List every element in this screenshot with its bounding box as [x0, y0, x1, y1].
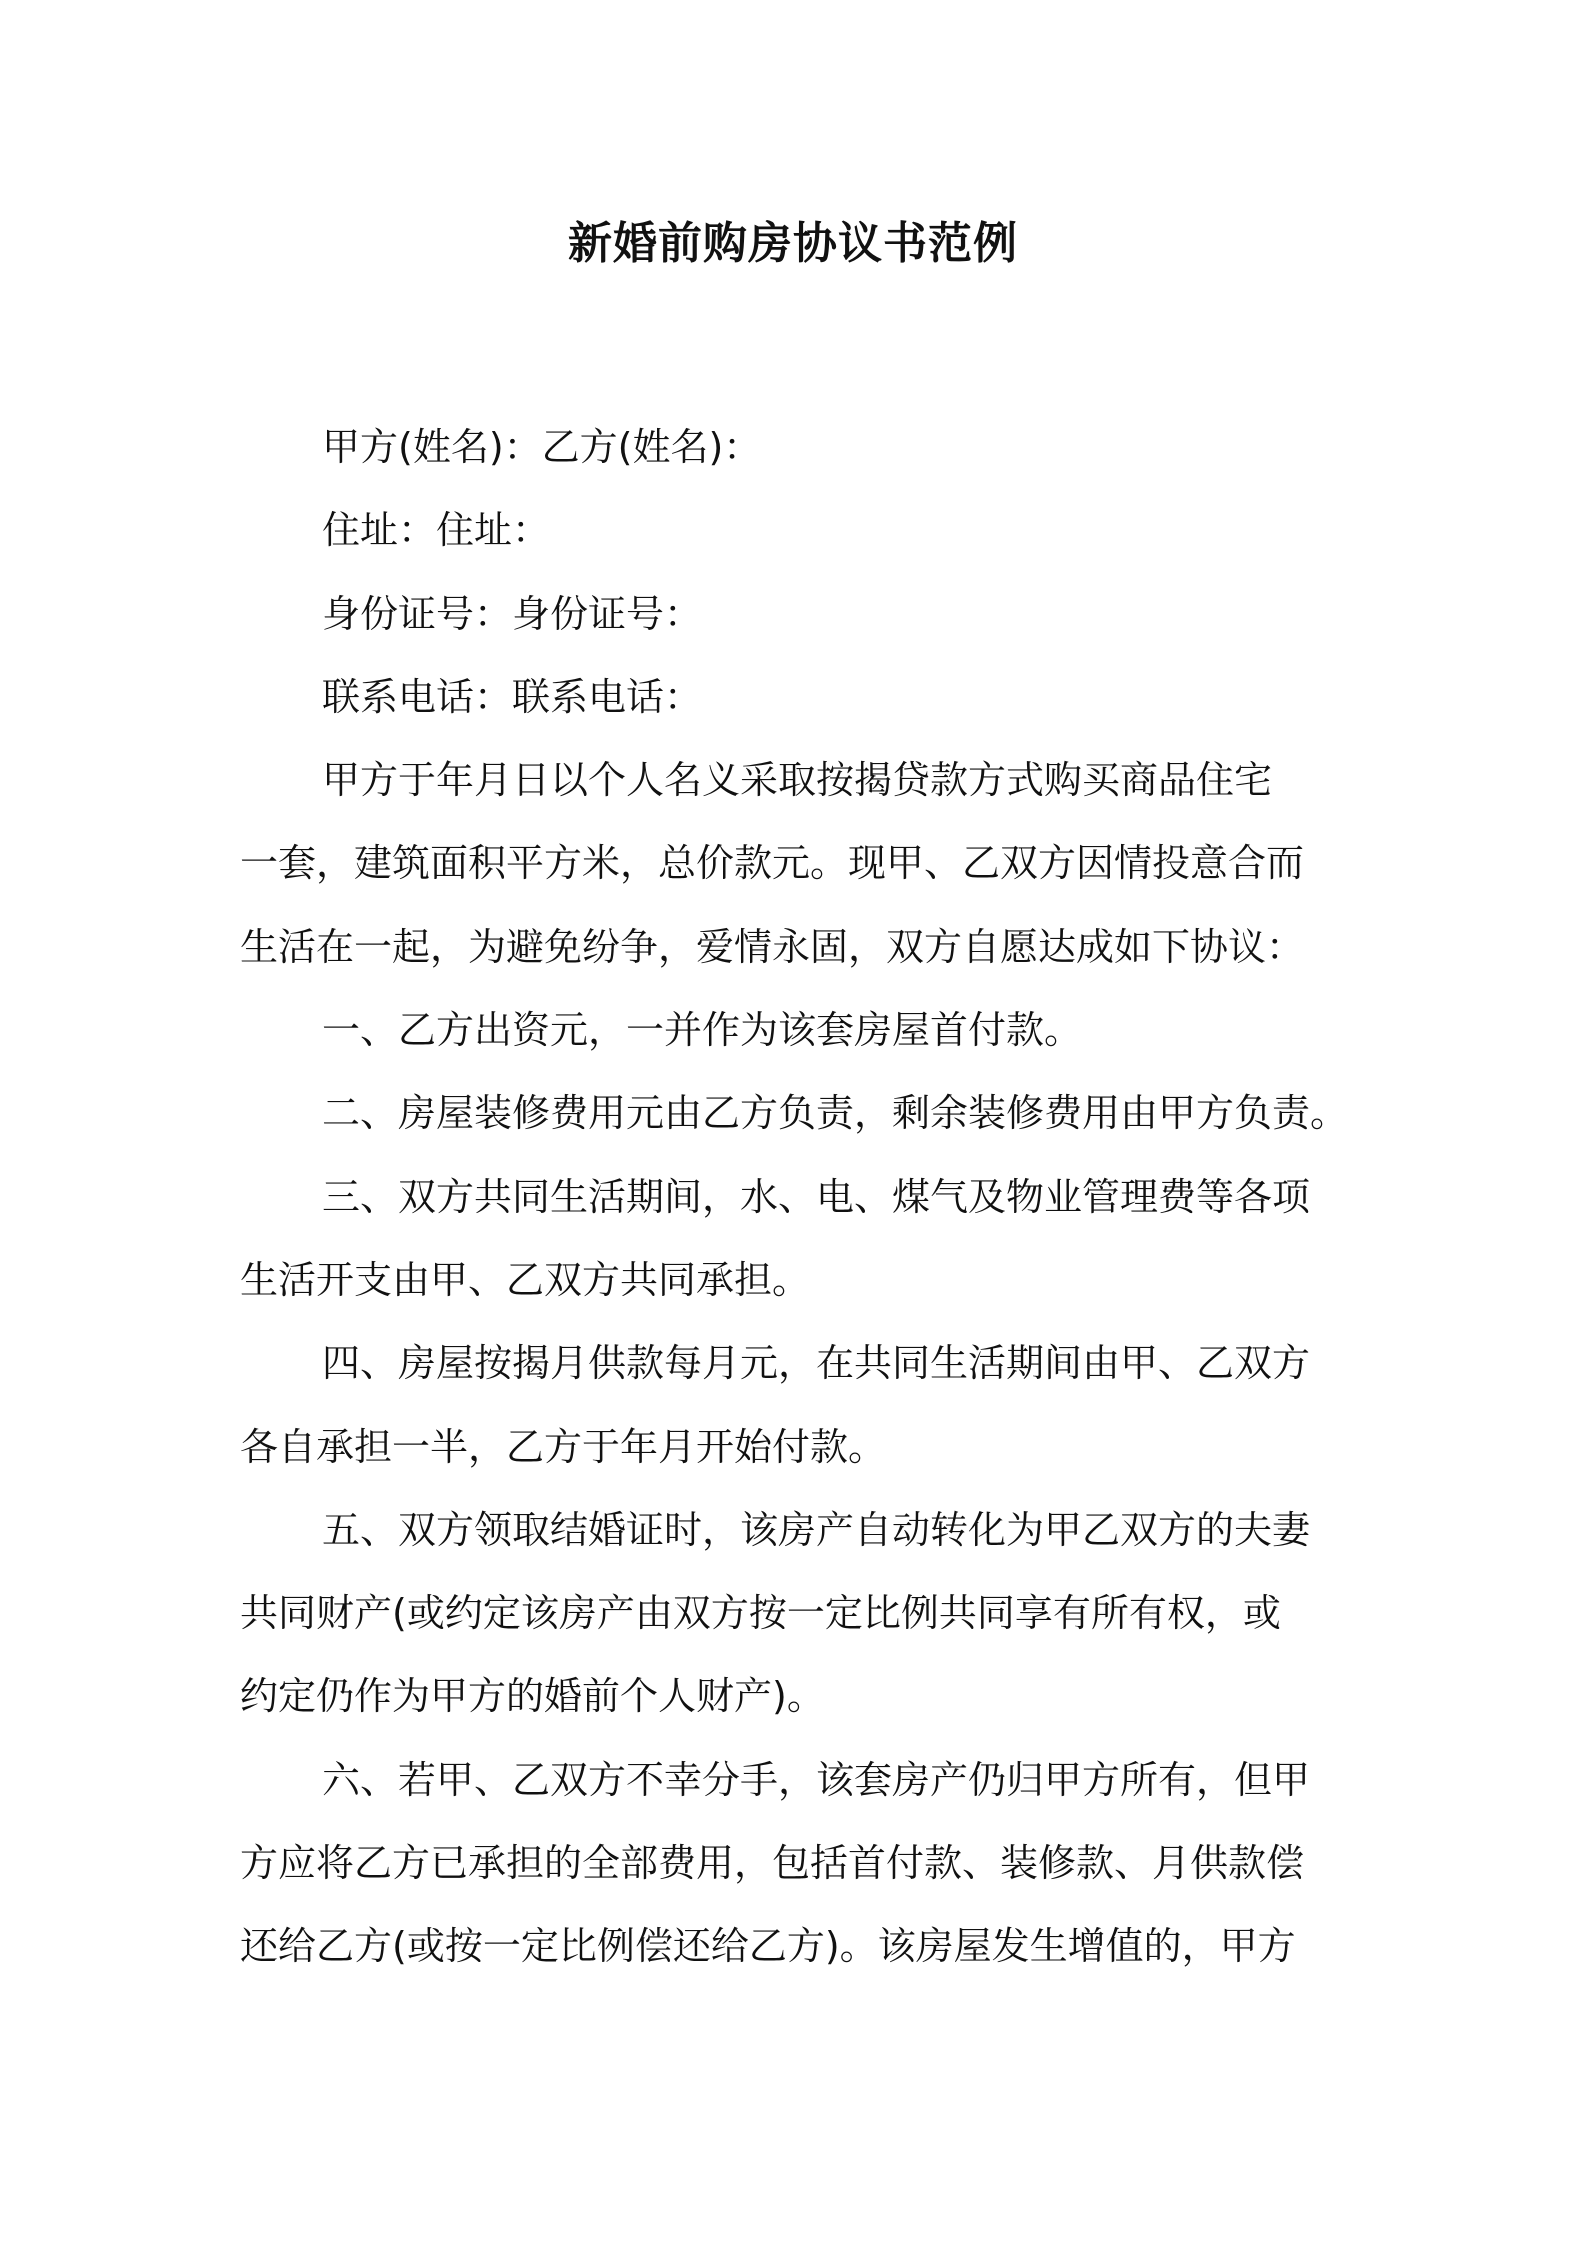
- party-names-line: 甲方(姓名)：乙方(姓名)：: [322, 425, 762, 469]
- address-line: 住址：住址：: [322, 508, 551, 553]
- clause-6-line: 方应将乙方已承担的全部费用，包括首付款、装修款、月供款偿: [240, 1841, 1305, 1886]
- clause-5-line: 约定仍作为甲方的婚前个人财产)。: [240, 1674, 825, 1719]
- clause-4-line: 四、房屋按揭月供款每月元，在共同生活期间由甲、乙双方: [322, 1341, 1311, 1386]
- clause-1-line: 一、乙方出资元，一并作为该套房屋首付款。: [322, 1008, 1083, 1053]
- clause-3-line: 生活开支由甲、乙双方共同承担。: [240, 1257, 811, 1302]
- preamble-line: 一套，建筑面积平方米，总价款元。现甲、乙双方因情投意合而: [240, 841, 1305, 886]
- clause-5-line: 共同财产(或约定该房产由双方按一定比例共同享有所有权，或: [240, 1591, 1281, 1636]
- preamble-line: 甲方于年月日以个人名义采取按揭贷款方式购买商品住宅: [322, 758, 1273, 803]
- id-number-line: 身份证号：身份证号：: [322, 591, 703, 636]
- phone-line: 联系电话：联系电话：: [322, 674, 703, 719]
- clause-5-line: 五、双方领取结婚证时，该房产自动转化为甲乙双方的夫妻: [322, 1507, 1311, 1552]
- clause-4-line: 各自承担一半，乙方于年月开始付款。: [240, 1424, 887, 1469]
- document-title: 新婚前购房协议书范例: [568, 218, 1018, 269]
- clause-6-line: 还给乙方(或按一定比例偿还给乙方)。该房屋发生增值的，甲方: [240, 1924, 1296, 1969]
- document-body: [240, 406, 1350, 1989]
- clause-3-line: 三、双方共同生活期间，水、电、煤气及物业管理费等各项: [322, 1174, 1311, 1219]
- clause-2-line: 二、房屋装修费用元由乙方负责，剩余装修费用由甲方负责。: [322, 1091, 1349, 1136]
- clause-6-line: 六、若甲、乙双方不幸分手，该套房产仍归甲方所有，但甲: [322, 1757, 1311, 1802]
- preamble-line: 生活在一起，为避免纷争，爱情永固，双方自愿达成如下协议：: [240, 924, 1305, 969]
